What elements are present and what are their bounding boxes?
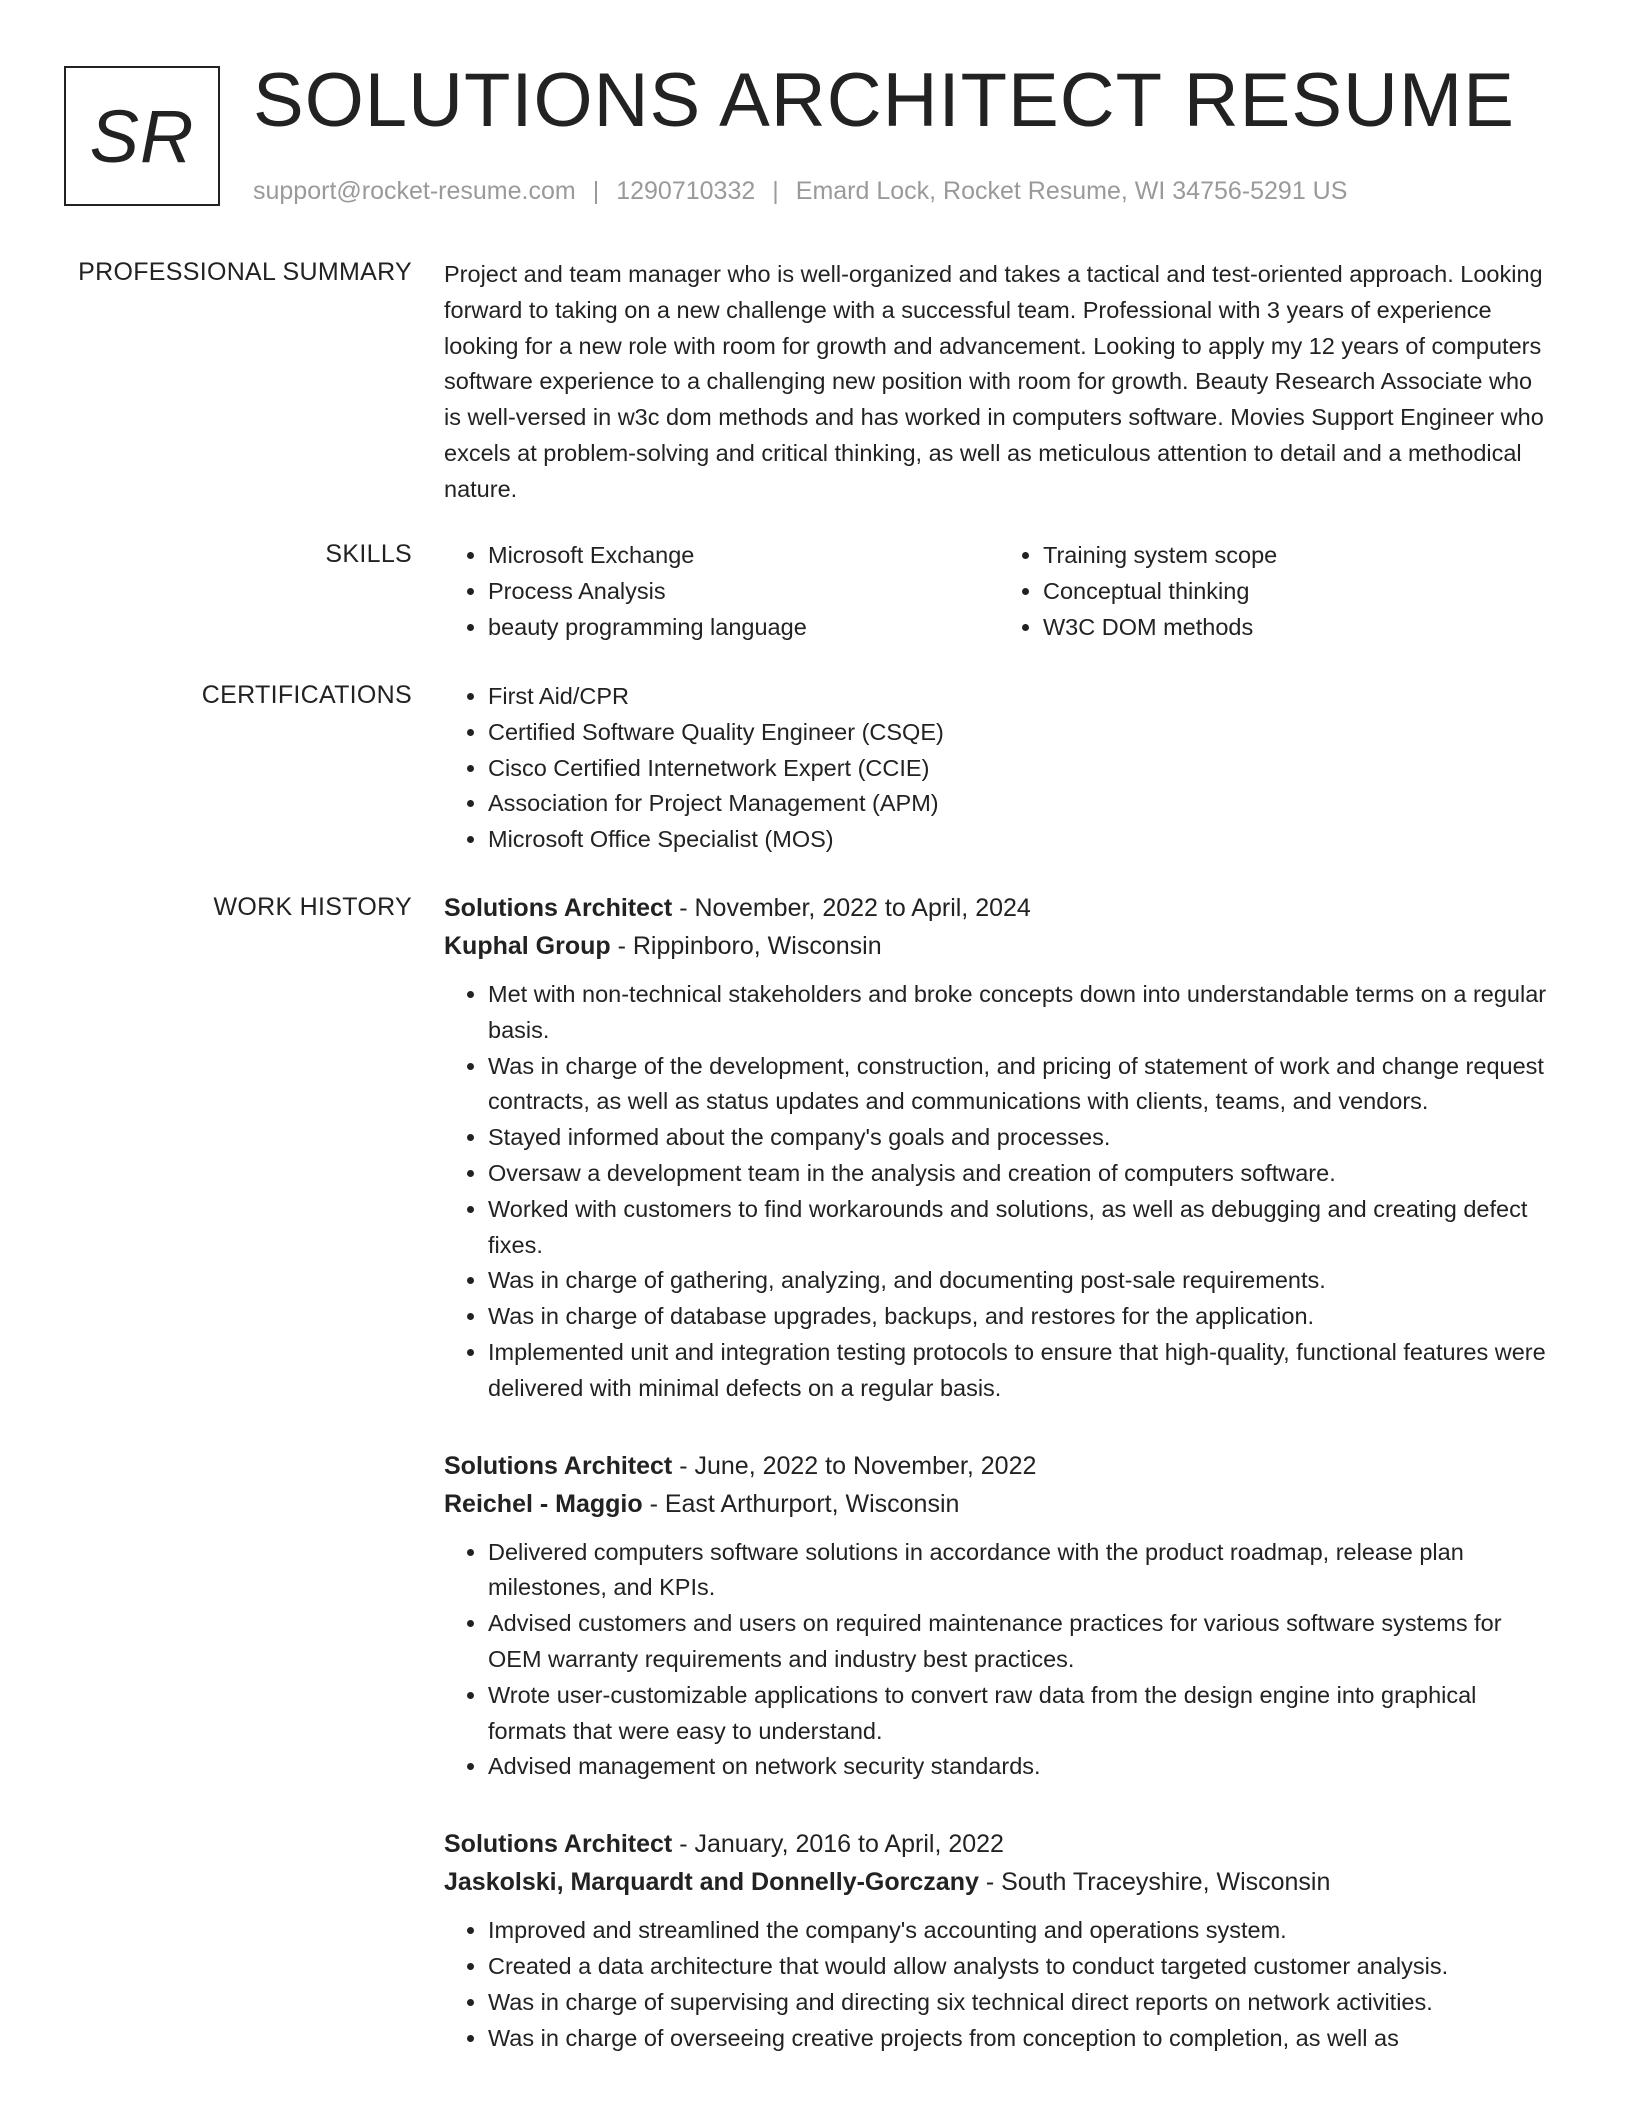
work-history-label: WORK HISTORY [213, 893, 412, 921]
job-bullet: • Was in charge of the development, construction, and pricing of statement of work and change request contracts, as well as status updates and communications with clients, teams, and vendors. [488, 1049, 1554, 1121]
monogram-box: SR [64, 66, 220, 206]
job-bullet: • Was in charge of database upgrades, backups, and restores for the application. [488, 1299, 1554, 1335]
company-name: Reichel - Maggio [444, 1489, 643, 1518]
job-dates: - January, 2016 to April, 2022 [672, 1830, 1004, 1859]
summary-label: PROFESSIONAL SUMMARY [78, 258, 412, 286]
skill-item: • W3C DOM methods [1043, 610, 1554, 646]
job-bullet: • Implemented unit and integration testing protocols to ensure that high-quality, functional features were delivered with minimal defects on a regular basis. [488, 1335, 1554, 1407]
job-title: Solutions Architect [444, 1451, 673, 1480]
company-line [444, 1863, 1554, 1901]
company-line [444, 1485, 1554, 1523]
job-bullets [444, 1913, 1554, 2056]
contact-email: support@rocket-resume.com [253, 177, 576, 205]
job-bullet: • Worked with customers to find workarounds and solutions, as well as debugging and creating defect fixes. [488, 1192, 1554, 1264]
company-name: Kuphal Group [444, 932, 611, 960]
work-history-section [444, 889, 1554, 2096]
job-bullet: • Was in charge of supervising and directing six technical direct reports on network activities. [488, 1985, 1554, 2021]
job-entry [444, 889, 1554, 1407]
job-bullet: • Delivered computers software solutions in accordance with the product roadmap, release plan milestones, and KPIs. [488, 1535, 1554, 1607]
page-title: SOLUTIONS ARCHITECT RESUME [253, 58, 1515, 143]
job-title: Solutions Architect [444, 894, 673, 922]
company-location: - East Arthurport, Wisconsin [642, 1489, 960, 1518]
job-bullet: • Created a data architecture that would allow analysts to conduct targeted customer analysis. [488, 1949, 1554, 1985]
contact-separator: | [772, 177, 779, 205]
certification-item: • Certified Software Quality Engineer (CSQE) [488, 715, 1554, 751]
skill-item: • Microsoft Exchange [488, 538, 999, 574]
skill-item: • Conceptual thinking [1043, 574, 1554, 610]
company-location: - South Traceyshire, Wisconsin [978, 1868, 1331, 1897]
certification-item: • Microsoft Office Specialist (MOS) [488, 822, 1554, 858]
job-dates: - November, 2022 to April, 2024 [672, 894, 1031, 922]
skill-item: • beauty programming language [488, 610, 999, 646]
job-title-line [444, 1825, 1554, 1863]
contact-address: Emard Lock, Rocket Resume, WI 34756-5291 US [795, 177, 1348, 205]
job-bullets [444, 977, 1554, 1407]
job-bullet: • Advised customers and users on required maintenance practices for various software systems for OEM warranty requirements and industry best practices. [488, 1606, 1554, 1678]
summary-text: Project and team manager who is well-organized and takes a tactical and test-oriented approach. Looking forward to taking on a new challenge with a successful team. Professional with 3 years of experience looking for a new role with room for growth and advancement. Looking to apply my 12 years of computers software experience to a challenging new position with room for growth. Beauty Research Associate who is well-versed in w3c dom methods and has worked in computers software. Movies Support Engineer who excels at problem-solving and critical thinking, as well as meticulous attention to detail and a methodical nature. [444, 261, 1544, 502]
job-title: Solutions Architect [444, 1830, 673, 1859]
skills-grid [444, 538, 1554, 645]
job-title-line [444, 889, 1554, 927]
job-bullet: • Improved and streamlined the company's accounting and operations system. [488, 1913, 1554, 1949]
job-bullet: • Was in charge of gathering, analyzing, and documenting post-sale requirements. [488, 1263, 1554, 1299]
job-bullet: • Wrote user-customizable applications to convert raw data from the design engine into graphical formats that were easy to understand. [488, 1678, 1554, 1750]
certifications-list [444, 679, 1554, 858]
skills-label: SKILLS [325, 540, 412, 568]
certification-item: • Cisco Certified Internetwork Expert (CCIE) [488, 751, 1554, 787]
company-line [444, 927, 1554, 965]
job-bullet: • Was in charge of overseeing creative projects from conception to completion, as well as [488, 2021, 1554, 2057]
job-bullet: • Met with non-technical stakeholders and broke concepts down into understandable terms on a regular basis. [488, 977, 1554, 1049]
job-entry [444, 1447, 1554, 1786]
certification-item: • Association for Project Management (APM) [488, 786, 1554, 822]
job-bullet: • Oversaw a development team in the analysis and creation of computers software. [488, 1156, 1554, 1192]
job-entry [444, 1825, 1554, 2056]
skills-list-left [444, 538, 999, 645]
company-name: Jaskolski, Marquardt and Donnelly-Gorczany [444, 1868, 979, 1897]
skill-item: • Process Analysis [488, 574, 999, 610]
certifications-label: CERTIFICATIONS [201, 681, 412, 709]
skill-item: • Training system scope [1043, 538, 1554, 574]
company-location: - Rippinboro, Wisconsin [610, 932, 882, 960]
skills-list-right [999, 538, 1554, 645]
contact-line [253, 174, 1347, 208]
job-bullets [444, 1535, 1554, 1786]
job-bullet: • Advised management on network security standards. [488, 1749, 1554, 1785]
job-dates: - June, 2022 to November, 2022 [672, 1451, 1037, 1480]
contact-separator: | [592, 177, 600, 205]
job-bullet: • Stayed informed about the company's goals and processes. [488, 1120, 1554, 1156]
certifications-section [444, 679, 1554, 858]
contact-phone: 1290710332 [616, 177, 756, 205]
certification-item: • First Aid/CPR [488, 679, 1554, 715]
skills-section [444, 538, 1554, 645]
job-title-line [444, 1447, 1554, 1485]
